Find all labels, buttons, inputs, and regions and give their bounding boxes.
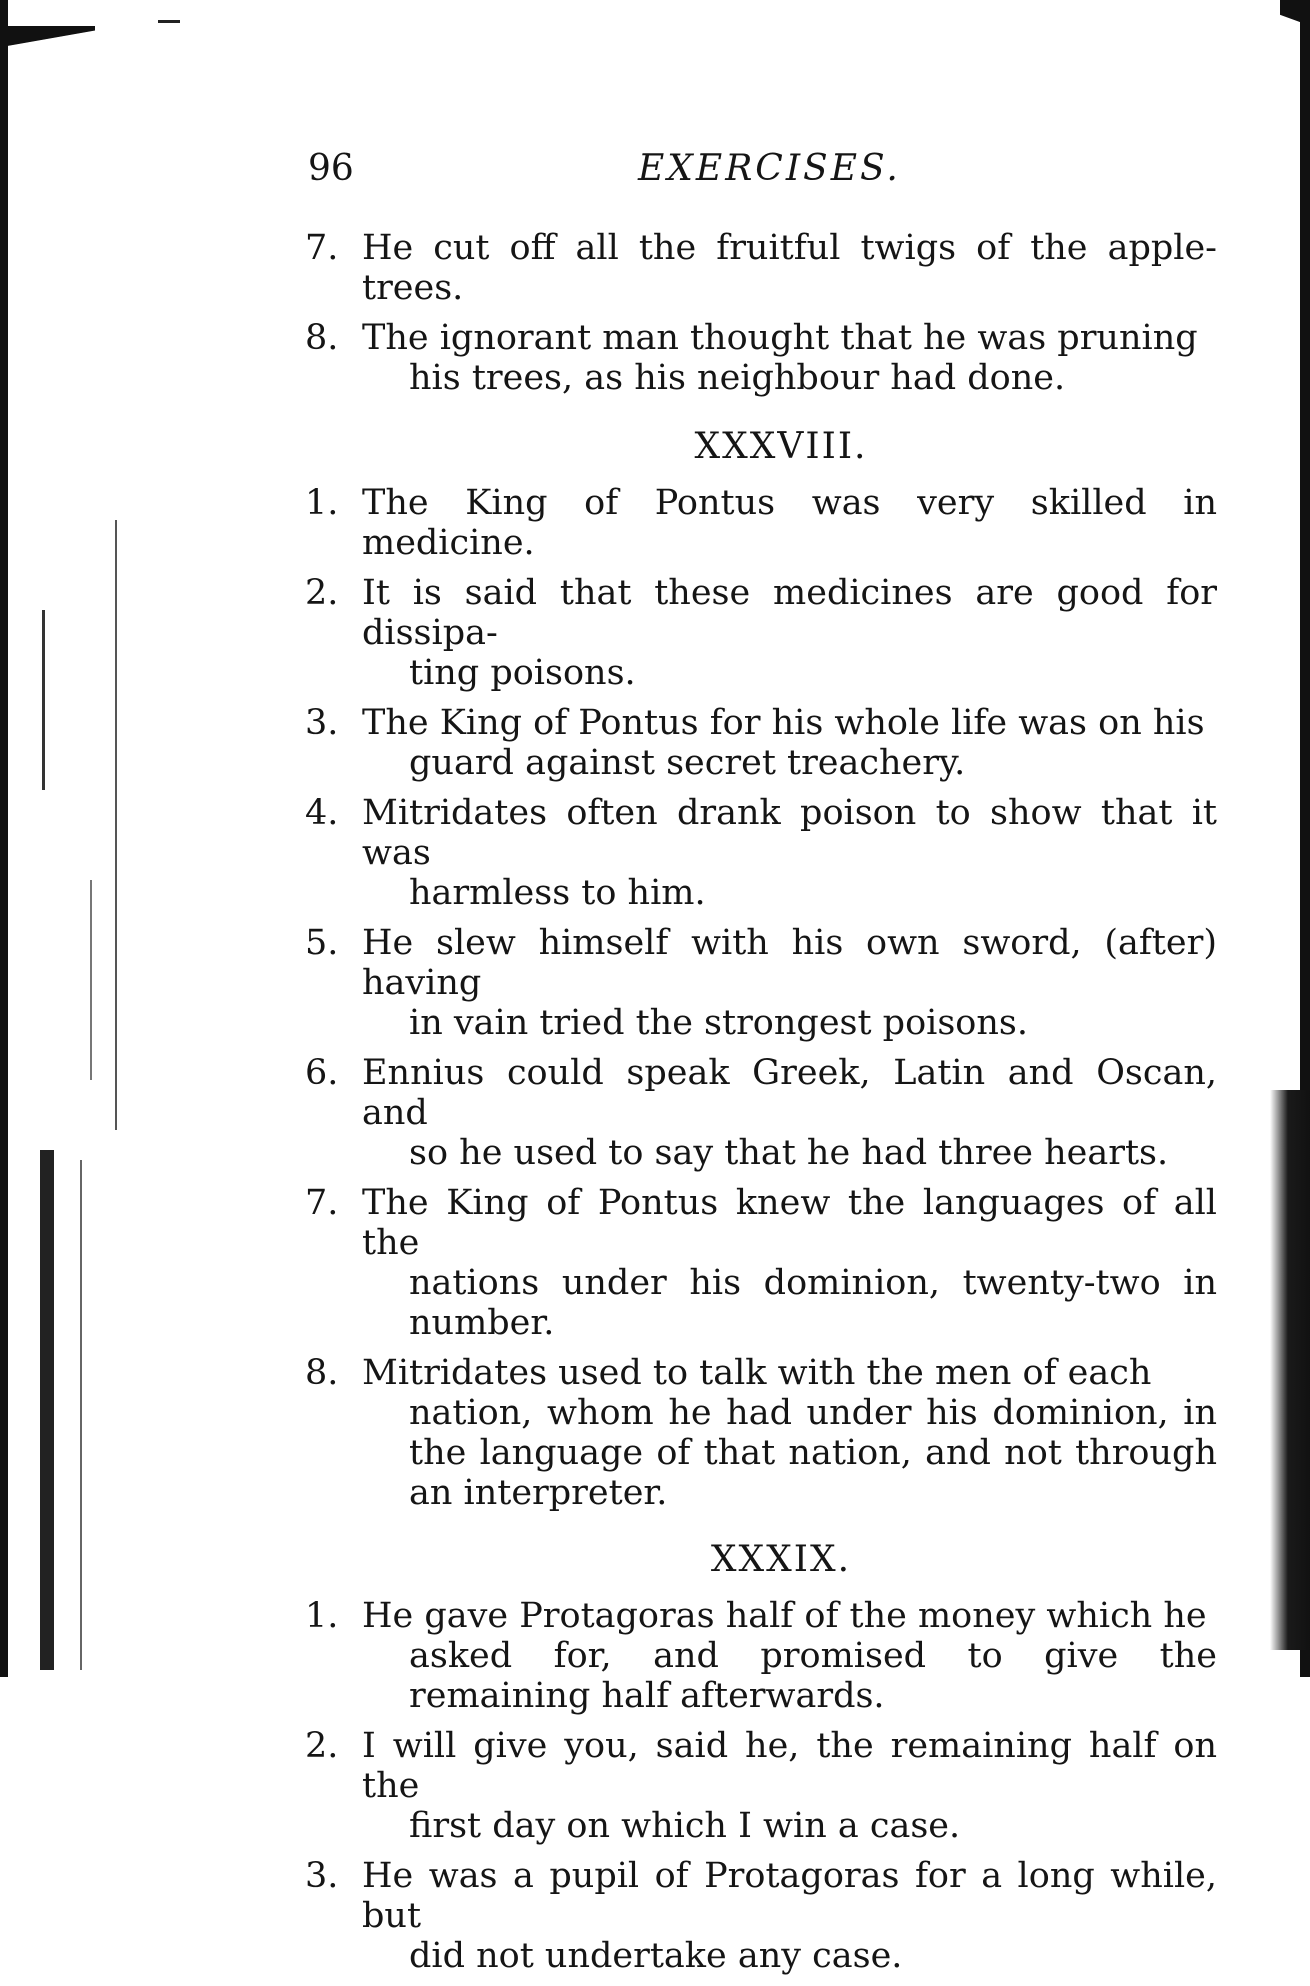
scan-bleed-line [115, 520, 117, 1130]
item-number: 4. [305, 793, 339, 833]
item-text-continued: did not undertake any case. [409, 1936, 903, 1976]
exercise-item [305, 1183, 1217, 1343]
main-text [305, 228, 1217, 1986]
scan-bleed-line [90, 880, 92, 1080]
item-number: 5. [305, 923, 339, 963]
item-text: Ennius could speak Greek, Latin and Oscan, and [362, 1053, 1217, 1133]
scan-corner-right [1280, 0, 1310, 40]
item-text: The King of Pontus was very skilled in medicine. [362, 483, 1217, 563]
scan-shadow-right [1270, 1090, 1310, 1650]
item-text: The King of Pontus knew the languages of all the [362, 1183, 1217, 1263]
exercise-item [305, 1353, 1217, 1513]
item-text-continued: first day on which I win a case. [409, 1806, 961, 1846]
item-text: Mitridates used to talk with the men of each [362, 1353, 1152, 1393]
running-title: EXERCISES. [638, 148, 901, 189]
item-number: 2. [305, 1726, 339, 1766]
exercise-item [305, 228, 1217, 308]
item-text-continued: ting poisons. [409, 653, 636, 693]
item-text-continued: his trees, as his neighbour had done. [409, 358, 1066, 398]
exercise-item [305, 1856, 1217, 1976]
page-number: 96 [308, 148, 354, 189]
item-text-continued: nations under his dominion, twenty-two in number. [409, 1263, 1217, 1343]
exercise-item [305, 318, 1217, 398]
exercise-item [305, 573, 1217, 693]
item-text: He cut off all the fruitful twigs of the apple-trees. [362, 228, 1217, 308]
item-text-continued: guard against secret treachery. [409, 743, 966, 783]
exercise-item [305, 793, 1217, 913]
exercise-item [305, 1596, 1217, 1716]
item-number: 7. [305, 1183, 339, 1223]
section-heading-xxxix: XXXIX. [710, 1539, 852, 1580]
scan-bleed-line [80, 1160, 82, 1670]
item-number: 8. [305, 1353, 339, 1393]
scan-bleed-block [40, 1150, 54, 1670]
scan-corner-left [0, 26, 95, 56]
item-text-continued: so he used to say that he had three hearts. [409, 1133, 1169, 1173]
item-text: The King of Pontus for his whole life was on his [362, 703, 1205, 743]
item-text: He slew himself with his own sword, (after) having [362, 923, 1217, 1003]
item-text: He gave Protagoras half of the money which he [362, 1596, 1207, 1636]
item-text-continued: nation, whom he had under his dominion, in the language of that nation, and not through an interpreter. [409, 1393, 1217, 1513]
item-text: It is said that these medicines are good for dissipa- [362, 573, 1217, 653]
running-header [308, 148, 1208, 198]
item-number: 8. [305, 318, 339, 358]
item-number: 1. [305, 483, 339, 523]
section-heading-xxxviii: XXXVIII. [694, 426, 868, 467]
item-number: 3. [305, 703, 339, 743]
item-number: 3. [305, 1856, 339, 1896]
item-number: 7. [305, 228, 339, 268]
item-text: He was a pupil of Protagoras for a long while, but [362, 1856, 1217, 1936]
item-text-continued: in vain tried the strongest poisons. [409, 1003, 1029, 1043]
scan-mark [158, 20, 180, 23]
item-text-continued: harmless to him. [409, 873, 706, 913]
exercise-item [305, 1726, 1217, 1846]
item-text-continued: asked for, and promised to give the remaining half afterwards. [409, 1636, 1217, 1716]
exercise-item [305, 923, 1217, 1043]
item-number: 6. [305, 1053, 339, 1093]
exercise-item [305, 703, 1217, 783]
item-number: 2. [305, 573, 339, 613]
item-text: The ignorant man thought that he was pruning [362, 318, 1198, 358]
item-number: 1. [305, 1596, 339, 1636]
item-text: I will give you, said he, the remaining half on the [362, 1726, 1217, 1806]
item-text: Mitridates often drank poison to show that it was [362, 793, 1217, 873]
scan-spine-shadow-left [0, 0, 8, 1677]
exercise-item [305, 1053, 1217, 1173]
exercise-item [305, 483, 1217, 563]
scan-bleed-line [42, 610, 45, 790]
